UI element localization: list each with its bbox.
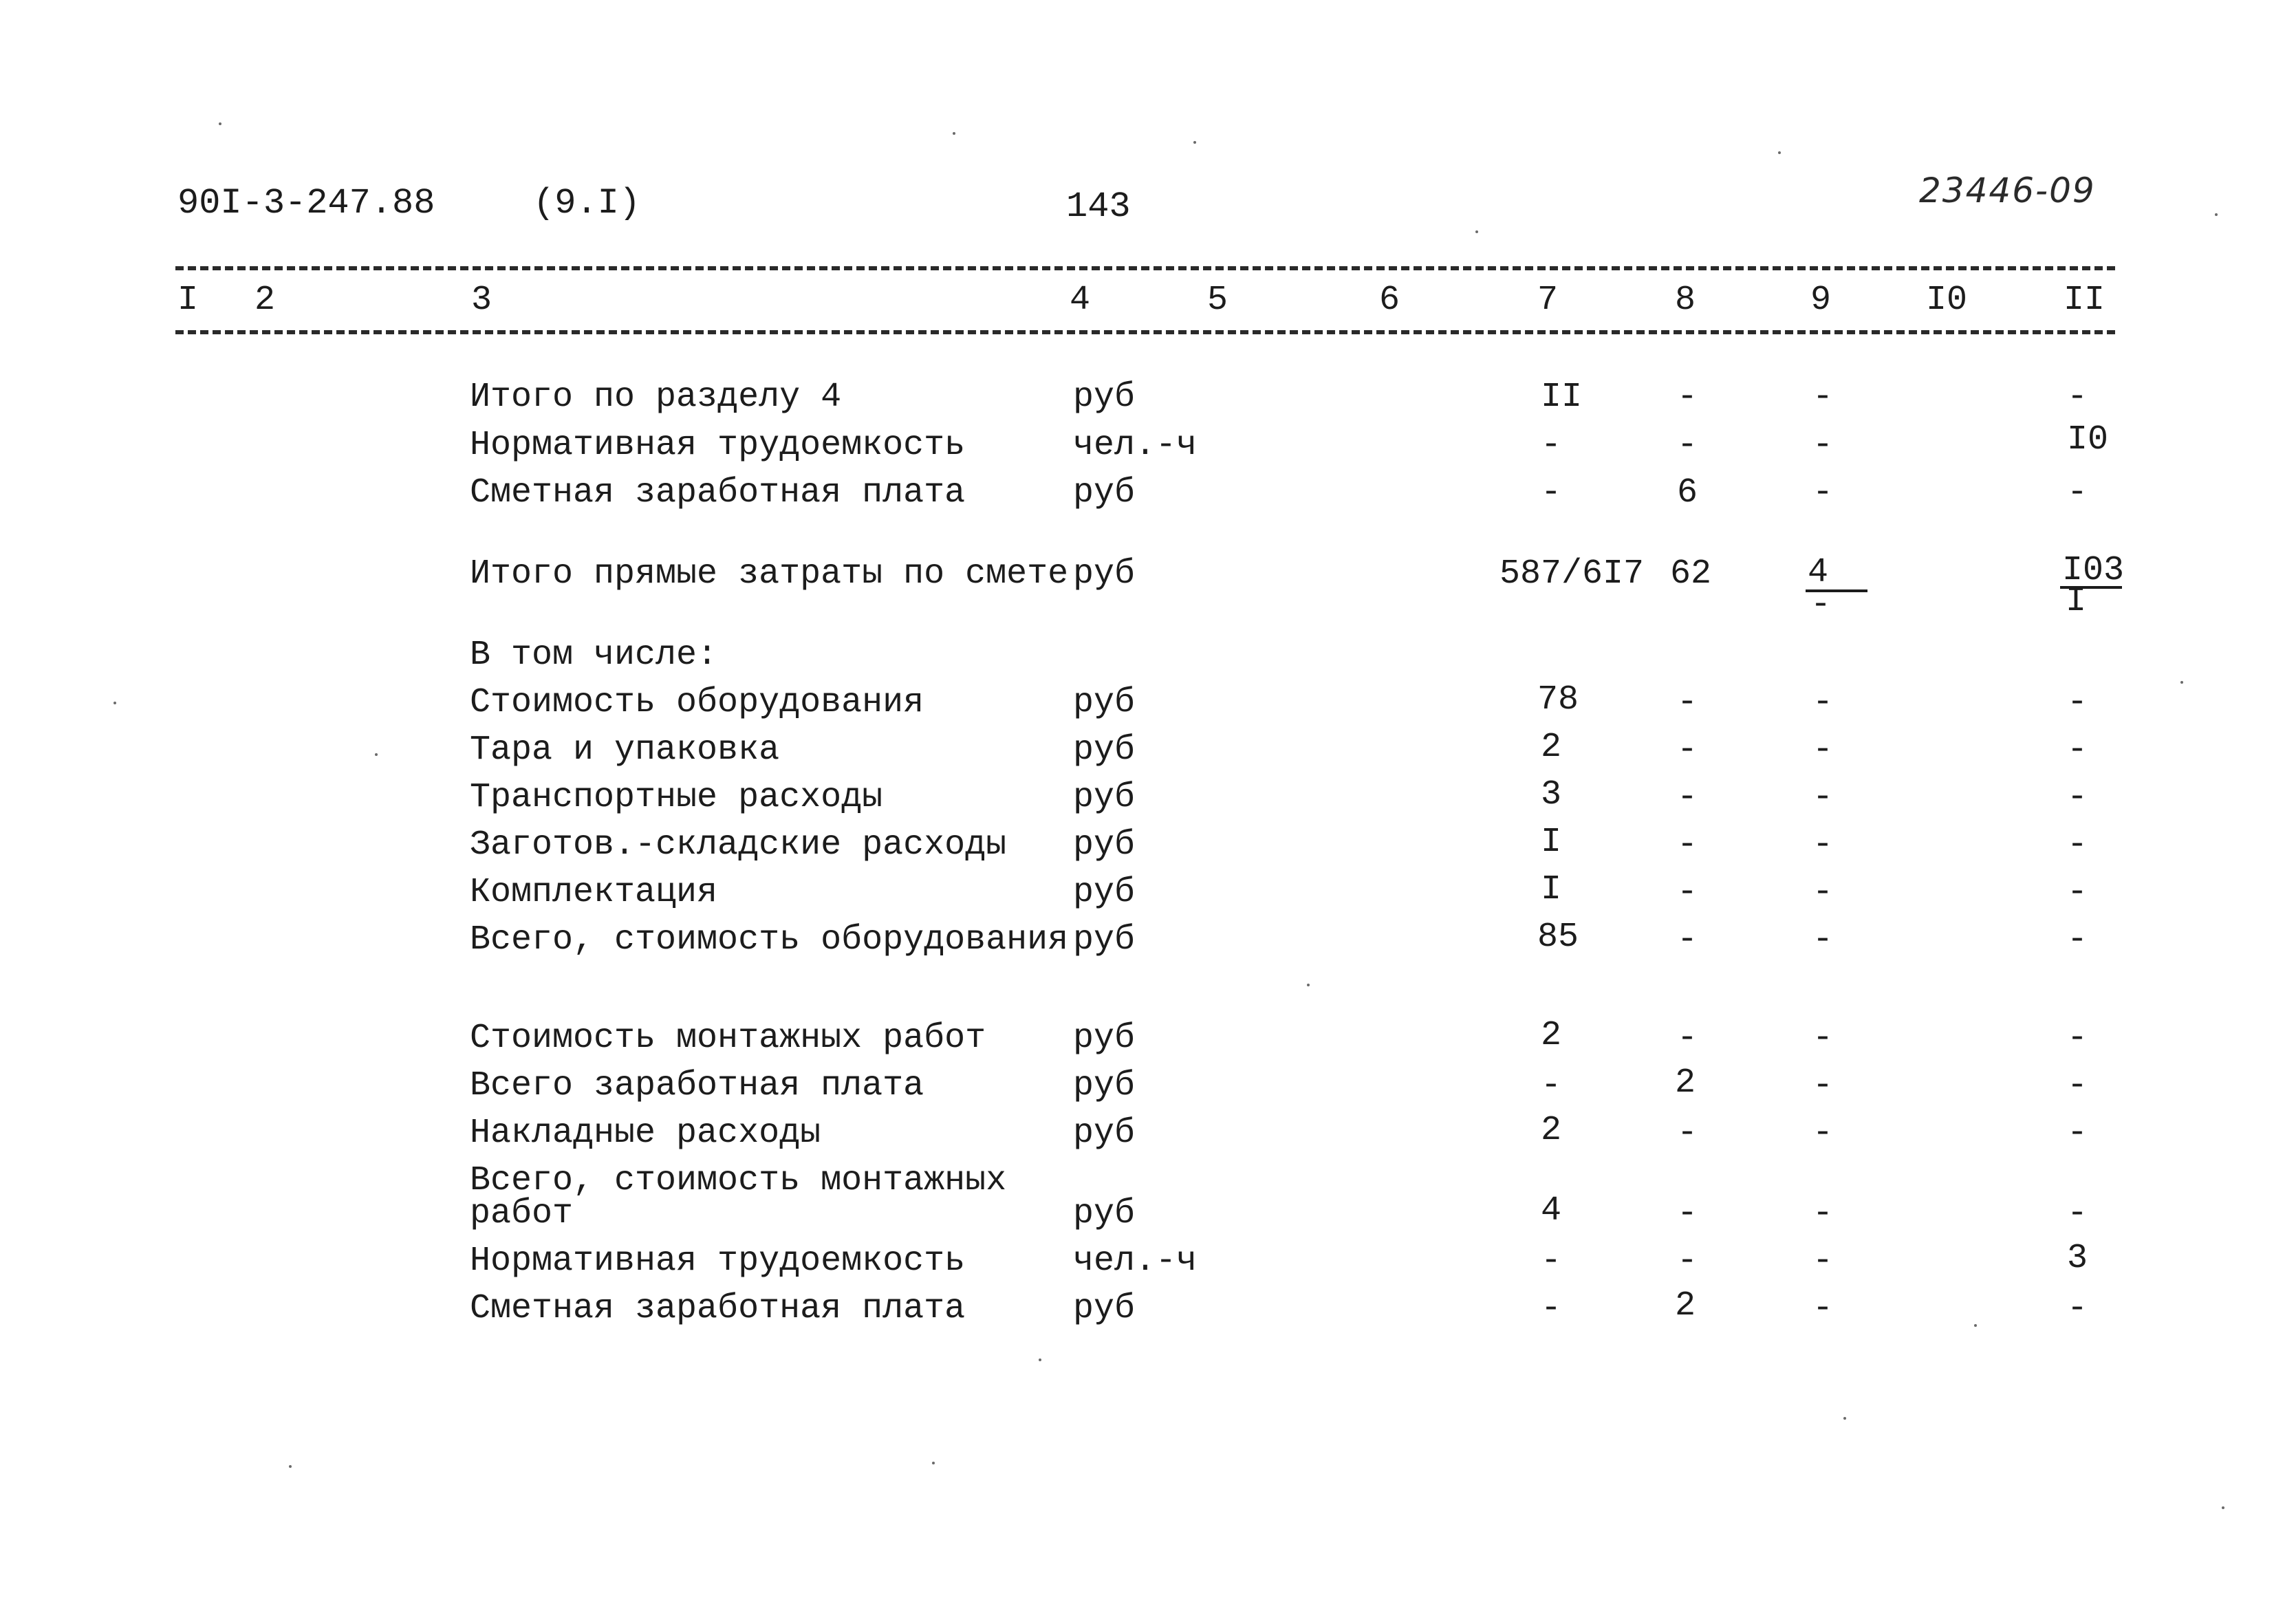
row-col8: - [1677, 873, 1698, 912]
row-name: Итого по разделу 4 [470, 378, 842, 417]
row-name: Сметная заработная плата [470, 473, 966, 512]
row-unit: руб [1073, 473, 1136, 512]
column-header-7: 7 [1537, 281, 1559, 320]
row-col9: - [1812, 825, 1834, 865]
row-col9-sub: - [1810, 585, 1832, 625]
row-col7: I [1541, 823, 1562, 862]
row-col8: 2 [1675, 1063, 1696, 1103]
row-unit: руб [1073, 1114, 1136, 1153]
row-col11: - [2067, 1019, 2088, 1058]
row-col9: - [1812, 1114, 1834, 1153]
row-col7: 2 [1541, 1111, 1562, 1150]
row-unit: руб [1073, 1019, 1136, 1058]
column-header-4: 4 [1070, 281, 1091, 320]
column-header-11: II [2064, 281, 2105, 320]
row-col8: 62 [1670, 554, 1712, 594]
row-name: Всего, стоимость монтажных [470, 1161, 1007, 1200]
scan-speck [2222, 1506, 2224, 1509]
row-name: Комплектация [470, 873, 718, 912]
column-header-10: I0 [1926, 281, 1968, 320]
row-col8: - [1677, 378, 1698, 417]
row-col8: - [1677, 1242, 1698, 1281]
row-unit: руб [1073, 1066, 1136, 1105]
scan-speck [219, 122, 221, 125]
row-unit: руб [1073, 730, 1136, 770]
column-header-1: I [177, 281, 199, 320]
scan-speck [1778, 151, 1781, 154]
row-col11: - [2067, 1066, 2088, 1105]
row-col9: - [1812, 920, 1834, 960]
column-header-8: 8 [1675, 281, 1696, 320]
row-col8: - [1677, 778, 1698, 817]
row-col8: 6 [1677, 473, 1698, 512]
row-col9: - [1812, 426, 1834, 465]
row-col8: - [1677, 1019, 1698, 1058]
scan-speck [289, 1465, 292, 1468]
scan-speck [1307, 984, 1310, 986]
row-col9: - [1812, 778, 1834, 817]
row-unit: чел.-ч [1073, 426, 1198, 465]
row-col9: - [1812, 473, 1834, 512]
header-rule-top [175, 266, 2115, 270]
row-col11: I03 [2062, 551, 2125, 590]
row-unit: руб [1073, 1289, 1136, 1328]
scan-speck [113, 702, 116, 704]
row-col7: - [1541, 426, 1562, 465]
row-name: В том числе: [470, 636, 718, 675]
row-col8: 2 [1675, 1286, 1696, 1325]
scan-speck [2180, 681, 2183, 684]
row-name: Стоимость оборудования [470, 683, 924, 722]
row-name: Нормативная трудоемкость [470, 1242, 966, 1281]
row-col9: - [1812, 1194, 1834, 1233]
row-unit: руб [1073, 873, 1136, 912]
archive-stamp: 23446-09 [1919, 171, 2096, 210]
row-col8: - [1677, 1114, 1698, 1153]
row-col9: - [1812, 1242, 1834, 1281]
row-unit: руб [1073, 825, 1136, 865]
row-col9: - [1812, 873, 1834, 912]
row-col8: - [1677, 683, 1698, 722]
row-col7: 587/6I7 [1499, 554, 1645, 594]
page-number: 143 [1066, 186, 1131, 227]
column-header-3: 3 [471, 281, 492, 320]
row-col7: - [1541, 1242, 1562, 1281]
row-unit: руб [1073, 683, 1136, 722]
scan-speck [932, 1462, 935, 1464]
row-col7: 78 [1537, 680, 1579, 719]
row-col7: 85 [1537, 918, 1579, 957]
row-col11: - [2067, 1114, 2088, 1153]
row-col7: - [1541, 473, 1562, 512]
row-unit: руб [1073, 1194, 1136, 1233]
scan-speck [1193, 141, 1196, 144]
row-unit: руб [1073, 378, 1136, 417]
column-header-5: 5 [1207, 281, 1228, 320]
row-col9: - [1812, 730, 1834, 770]
row-name: Сметная заработная плата [470, 1289, 966, 1328]
row-col11: - [2067, 778, 2088, 817]
row-col7: - [1541, 1066, 1562, 1105]
row-name: Всего заработная плата [470, 1066, 924, 1105]
scan-speck [1039, 1358, 1041, 1361]
document-code: 90I-3-247.88 [177, 183, 435, 224]
row-col8: - [1677, 1194, 1698, 1233]
scan-speck [1843, 1417, 1846, 1420]
row-col8: - [1677, 920, 1698, 960]
scan-speck [1475, 230, 1478, 233]
scan-speck [953, 132, 955, 135]
row-col11: - [2067, 825, 2088, 865]
row-name: Итого прямые затраты по смете [470, 554, 1069, 594]
row-unit: руб [1073, 920, 1136, 960]
header-rule-bottom [175, 330, 2115, 334]
row-col11: - [2067, 683, 2088, 722]
row-col11: - [2067, 1194, 2088, 1233]
column-header-9: 9 [1810, 281, 1832, 320]
row-name: Стоимость монтажных работ [470, 1019, 986, 1058]
row-col11-sub: I [2066, 582, 2087, 621]
row-name: Всего, стоимость оборудования [470, 920, 1069, 960]
row-col9: 4 [1808, 553, 1829, 592]
scan-speck [2215, 213, 2218, 216]
scan-speck [375, 753, 378, 756]
row-col11: - [2067, 1289, 2088, 1328]
row-name: Накладные расходы [470, 1114, 821, 1153]
row-col7: 3 [1541, 775, 1562, 814]
row-unit: руб [1073, 554, 1136, 594]
row-col11: - [2067, 378, 2088, 417]
row-col9: - [1812, 1019, 1834, 1058]
row-col7: II [1541, 378, 1583, 417]
row-col11: - [2067, 730, 2088, 770]
row-name: Нормативная трудоемкость [470, 426, 966, 465]
row-col11: - [2067, 873, 2088, 912]
row-col7: 2 [1541, 1016, 1562, 1055]
row-col9: - [1812, 1066, 1834, 1105]
row-col9: - [1812, 1289, 1834, 1328]
row-col11: - [2067, 920, 2088, 960]
row-name: Тара и упаковка [470, 730, 780, 770]
row-name-continued: работ [470, 1194, 574, 1233]
row-unit: руб [1073, 778, 1136, 817]
row-col8: - [1677, 825, 1698, 865]
row-col11: 3 [2067, 1239, 2088, 1278]
row-name: Транспортные расходы [470, 778, 883, 817]
row-col7: 2 [1541, 728, 1562, 767]
row-col8: - [1677, 730, 1698, 770]
section-number: (9.I) [533, 183, 641, 224]
row-col7: 4 [1541, 1191, 1562, 1231]
row-col9: - [1812, 378, 1834, 417]
row-name: Заготов.-складские расходы [470, 825, 1007, 865]
row-col7: I [1541, 870, 1562, 909]
scan-speck [1974, 1324, 1977, 1327]
row-unit: чел.-ч [1073, 1242, 1198, 1281]
row-col11: - [2067, 473, 2088, 512]
row-col11: I0 [2067, 420, 2109, 459]
column-header-6: 6 [1379, 281, 1400, 320]
row-col9: - [1812, 683, 1834, 722]
row-col8: - [1677, 426, 1698, 465]
row-col7: - [1541, 1289, 1562, 1328]
column-header-2: 2 [255, 281, 276, 320]
